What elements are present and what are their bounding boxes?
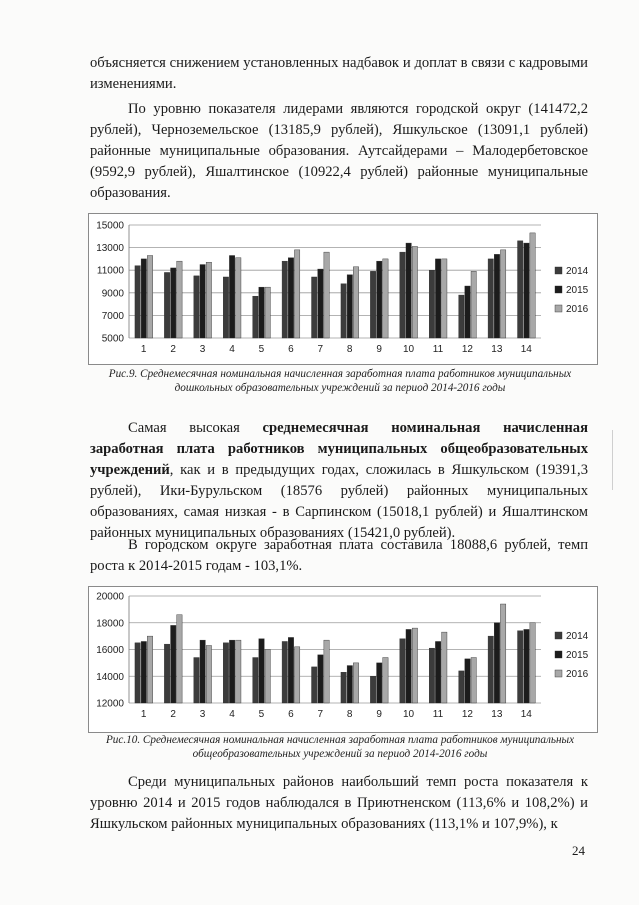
bar-2015-2 (171, 625, 176, 703)
y-tick-label: 11000 (96, 265, 124, 277)
y-tick-label: 20000 (96, 591, 124, 603)
bar-2016-3 (206, 645, 211, 703)
bar-2016-2 (177, 615, 182, 703)
bar-2015-1 (141, 641, 146, 703)
bar-chart-9 (89, 214, 597, 364)
x-tick-label: 9 (376, 709, 382, 720)
bar-2016-1 (147, 636, 152, 703)
x-tick-label: 12 (461, 344, 473, 355)
x-tick-label: 4 (229, 709, 235, 720)
bar-2015-1 (141, 259, 146, 338)
paragraph-3-rest: , как и в предыдущих годах, сложилась в Яшкульском (19391,3 рублей), Ики-Бурульском (18576 рублей) районных муниципальных образованиях, самая низкая - в Сарпинском (15018,1 рублей) и Яшалтинском районных муниципальных образованиях (15421,0 рублей). (90, 462, 588, 541)
paragraph-5: Среди муниципальных районов наибольший темп роста показателя к уровню 2014 и 2015 годов наблюдался в Приютненском (113,6% и 108,2%) и Яшкульском районных муниципальных образованиях (113,1% и 107,9%), к (90, 774, 588, 832)
x-tick-label: 6 (288, 344, 294, 355)
y-tick-label: 15000 (96, 220, 124, 232)
legend-label-2016: 2016 (566, 669, 589, 680)
bar-2014-11 (429, 648, 434, 703)
bar-2016-6 (294, 250, 299, 338)
bar-2015-7 (318, 269, 323, 338)
x-tick-label: 4 (229, 344, 235, 355)
legend-label-2016: 2016 (566, 304, 589, 315)
bar-2016-4 (236, 640, 241, 703)
bar-2015-12 (465, 286, 470, 338)
bar-2015-14 (524, 629, 529, 703)
scan-edge-mark (612, 430, 613, 490)
legend-swatch-2014 (555, 267, 562, 274)
x-tick-label: 13 (491, 344, 503, 355)
legend-swatch-2015 (555, 286, 562, 293)
bar-2014-2 (164, 272, 169, 338)
bar-2016-10 (412, 628, 417, 703)
y-tick-label: 7000 (101, 310, 124, 322)
x-tick-label: 1 (140, 344, 147, 355)
legend-swatch-2014 (555, 632, 562, 639)
bar-2015-12 (465, 659, 470, 703)
paragraph-4: В городском округе заработная плата составила 18088,6 рублей, темп роста к 2014-2015 годам - 103,1%. (90, 537, 588, 574)
bar-2014-12 (459, 295, 464, 338)
bar-2016-3 (206, 262, 211, 338)
x-tick-label: 13 (491, 709, 503, 720)
figure-9-caption: Рис.9. Среднемесячная номинальная начисленная заработная плата работников муниципальных дошкольных образовательных учреждений за период 2014-2016 годы (108, 368, 572, 394)
bar-2016-13 (500, 250, 505, 338)
chart-figure-10 (88, 586, 598, 733)
x-tick-label: 9 (376, 344, 382, 355)
bar-2015-7 (318, 655, 323, 703)
y-tick-label: 12000 (96, 698, 124, 710)
y-tick-label: 5000 (101, 333, 124, 345)
x-tick-label: 3 (199, 344, 206, 355)
bar-2016-11 (442, 259, 447, 338)
x-tick-label: 5 (258, 344, 265, 355)
paragraph-3-lead: Самая высокая (128, 420, 240, 436)
bar-2016-13 (500, 604, 505, 703)
bar-2016-1 (147, 256, 152, 338)
x-tick-label: 5 (258, 709, 265, 720)
x-tick-label: 7 (317, 344, 324, 355)
bar-chart-10 (89, 587, 597, 732)
figure-10-caption: Рис.10. Среднемесячная номинальная начисленная заработная плата работников муниципальных общеобразовательных учреждений за период 2014-2016 годы (105, 734, 575, 760)
legend-label-2014: 2014 (566, 631, 589, 642)
legend-label-2015: 2015 (566, 650, 589, 661)
y-tick-label: 16000 (96, 645, 124, 656)
bar-2016-9 (383, 658, 388, 703)
bar-2015-8 (347, 275, 352, 338)
bar-2014-5 (253, 296, 258, 338)
bar-2015-14 (524, 243, 529, 338)
bar-2014-5 (253, 658, 258, 703)
bar-2016-9 (383, 259, 388, 338)
bar-2015-9 (377, 261, 382, 338)
bar-2016-10 (412, 246, 417, 338)
x-tick-label: 3 (199, 709, 206, 720)
bar-2014-7 (312, 667, 317, 703)
bar-2014-8 (341, 284, 346, 338)
bar-2014-4 (223, 643, 228, 703)
bar-2014-10 (400, 639, 405, 703)
bar-2014-6 (282, 261, 287, 338)
legend-label-2015: 2015 (566, 285, 589, 296)
paragraph-3 (90, 418, 588, 544)
bar-2015-11 (435, 641, 440, 703)
legend-swatch-2016 (555, 670, 562, 677)
x-tick-label: 7 (317, 709, 324, 720)
bar-2016-14 (530, 623, 535, 703)
bar-2014-13 (488, 636, 493, 703)
paragraph-2: По уровню показателя лидерами являются городской округ (141472,2 рублей), Черноземельское (13185,9 рублей), Яшкульское (13091,1 рублей) районные муниципальные образования. Аутсайдерами – Малодербетовское (9592,9 рублей), Яшалтинское (10922,4 рублей) районные муниципальные образования. (90, 101, 588, 201)
bar-2015-10 (406, 243, 411, 338)
bar-2015-6 (288, 258, 293, 338)
bar-2016-4 (236, 258, 241, 338)
x-tick-label: 8 (346, 344, 353, 355)
bar-2014-10 (400, 252, 405, 338)
bar-2015-4 (229, 256, 234, 338)
bar-2014-9 (370, 271, 375, 338)
bar-2015-8 (347, 666, 352, 703)
x-tick-label: 14 (520, 344, 532, 355)
x-tick-label: 10 (403, 344, 415, 355)
y-tick-label: 13000 (96, 243, 124, 255)
paragraph-3-bold: среднемесячная номинальная начисленная заработная плата работников муниципальных общеобразовательных учреждений (90, 420, 588, 478)
bar-2015-4 (229, 640, 234, 703)
bar-2015-2 (171, 268, 176, 338)
x-tick-label: 12 (461, 709, 473, 720)
y-tick-label: 18000 (96, 618, 124, 630)
y-tick-label: 14000 (96, 671, 124, 683)
bar-2014-1 (135, 266, 140, 338)
bar-2016-7 (324, 252, 329, 338)
bar-2014-14 (518, 631, 523, 703)
bar-2016-7 (324, 640, 329, 703)
bar-2016-8 (353, 267, 358, 338)
bar-2014-11 (429, 270, 434, 338)
bar-2016-12 (471, 271, 476, 338)
paragraph-1: объясняется снижением установленных надбавок и доплат в связи с кадровыми изменениями. (90, 55, 588, 92)
chart-figure-9 (88, 213, 598, 365)
legend-swatch-2016 (555, 305, 562, 312)
bar-2016-14 (530, 233, 535, 338)
bar-2015-6 (288, 637, 293, 703)
bar-2016-5 (265, 287, 270, 338)
x-tick-label: 2 (170, 344, 176, 355)
bar-2015-11 (435, 259, 440, 338)
bar-2016-2 (177, 261, 182, 338)
bar-2014-6 (282, 641, 287, 703)
legend-label-2014: 2014 (566, 266, 589, 277)
page-number: 24 (572, 843, 585, 858)
bar-2016-5 (265, 650, 270, 704)
x-tick-label: 14 (520, 709, 532, 720)
x-tick-label: 8 (346, 709, 353, 720)
bar-2015-13 (494, 254, 499, 338)
bar-2014-4 (223, 277, 228, 338)
bar-2015-5 (259, 287, 264, 338)
bar-2014-13 (488, 259, 493, 338)
bar-2015-9 (377, 663, 382, 703)
bar-2014-12 (459, 671, 464, 703)
bar-2016-12 (471, 658, 476, 703)
bar-2016-6 (294, 647, 299, 703)
y-tick-label: 9000 (101, 288, 124, 300)
bar-2014-3 (194, 658, 199, 703)
x-tick-label: 10 (403, 709, 415, 720)
bar-2015-13 (494, 623, 499, 703)
bar-2014-9 (370, 676, 375, 703)
bar-2016-11 (442, 632, 447, 703)
x-tick-label: 1 (140, 709, 147, 720)
bar-2016-8 (353, 663, 358, 703)
bar-2015-10 (406, 629, 411, 703)
x-tick-label: 6 (288, 709, 294, 720)
x-tick-label: 2 (170, 709, 176, 720)
bar-2014-3 (194, 276, 199, 338)
bar-2015-5 (259, 639, 264, 703)
bar-2015-3 (200, 265, 205, 338)
bar-2015-3 (200, 640, 205, 703)
bar-2014-1 (135, 643, 140, 703)
bar-2014-8 (341, 672, 346, 703)
bar-2014-14 (518, 241, 523, 338)
bar-2014-2 (164, 644, 169, 703)
legend-swatch-2015 (555, 651, 562, 658)
x-tick-label: 11 (432, 344, 444, 355)
x-tick-label: 11 (432, 709, 444, 720)
bar-2014-7 (312, 277, 317, 338)
